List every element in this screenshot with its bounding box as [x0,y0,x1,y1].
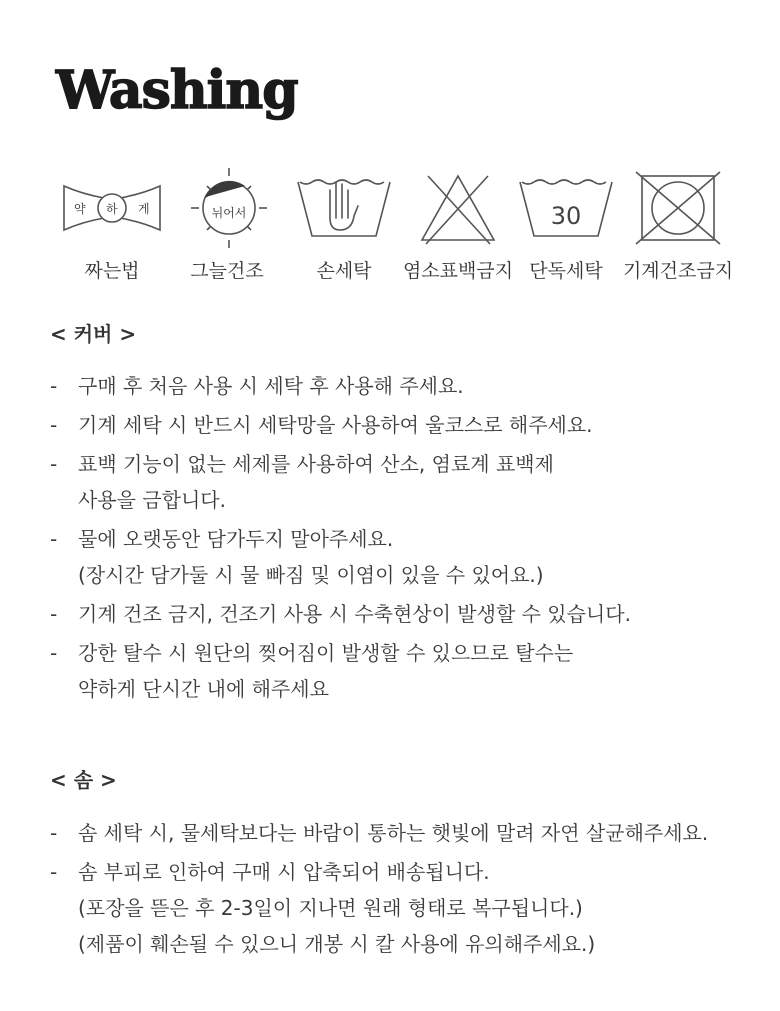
care-label: 단독세탁 [529,260,603,282]
list-item-text: 기계 건조 금지, 건조기 사용 시 수축현상이 발생할 수 있습니다. [78,602,631,626]
section-title-filling: < 솜 > [50,768,117,792]
care-symbol-no-tumble-dry [618,168,738,288]
list-item-text: 약하게 단시간 내에 해주세요 [78,677,329,701]
list-item-text: 솜 세탁 시, 물세탁보다는 바람이 통하는 햇빛에 말려 자연 살균해주세요. [78,821,709,845]
list-item-text: 표백 기능이 없는 세제를 사용하여 산소, 염료계 표백제 [78,452,554,476]
filling-instructions-list [50,815,750,965]
list-item-text: (포장을 뜯은 후 2-3일이 지나면 원래 형태로 복구됩니다.) [78,896,583,920]
list-item: - 구매 후 처음 사용 시 세탁 후 사용해 주세요. [50,368,750,404]
cover-instructions-list [50,368,750,710]
list-item-text: 기계 세탁 시 반드시 세탁망을 사용하여 울코스로 해주세요. [78,413,593,437]
list-item-text: 물에 오랫동안 담가두지 말아주세요. [78,527,394,551]
section-title-cover: < 커버 > [50,322,137,346]
list-item: - 기계 건조 금지, 건조기 사용 시 수축현상이 발생할 수 있습니다. [50,596,750,632]
list-item-text: 사용을 금합니다. [78,488,226,512]
list-item: - 솜 부피로 인하여 구매 시 압축되어 배송됩니다. (포장을 뜯은 후 2-3일이 지나면 원래 형태로 복구됩니다.) (제품이 훼손될 수 있으니 개봉 시 칼 사용에 유의해주세요.) [50,854,750,962]
list-item: - 기계 세탁 시 반드시 세탁망을 사용하여 울코스로 해주세요. [50,407,750,443]
care-label: 염소표백금지 [402,260,514,282]
page-title: Washing [56,60,298,121]
shade-dry-text: 뉘어서 [211,206,247,220]
list-item: - 표백 기능이 없는 세제를 사용하여 산소, 염료계 표백제 사용을 금합니다. [50,446,750,518]
list-item: - 강한 탈수 시 원단의 찢어짐이 발생할 수 있으므로 탈수는 약하게 단시간 내에 해주세요 [50,635,750,707]
list-item: - 물에 오랫동안 담가두지 말아주세요. (장시간 담가둘 시 물 빠짐 및 이염이 있을 수 있어요.) [50,521,750,593]
hand-wash-icon [284,168,404,248]
care-label: 기계건조금지 [622,260,734,282]
list-item-text: 구매 후 처음 사용 시 세탁 후 사용해 주세요. [78,374,464,398]
dry-in-shade-icon [167,168,287,248]
wring-char-2: 하 [106,202,118,216]
care-symbols-row [52,168,732,288]
no-tumble-dry-icon [618,168,738,248]
wring-gently-icon [52,168,172,248]
wash-30-icon [506,168,626,248]
list-item: - 솜 세탁 시, 물세탁보다는 바람이 통하는 햇빛에 말려 자연 살균해주세요. [50,815,750,851]
wring-char-1: 약 [74,202,86,216]
no-bleach-icon [398,168,518,248]
list-item-text: (제품이 훼손될 수 있으니 개봉 시 칼 사용에 유의해주세요.) [78,932,596,956]
care-label: 짜는법 [84,260,140,282]
care-label: 손세탁 [316,260,372,282]
wash-temp-text: 30 [550,202,582,230]
care-label: 그늘건조 [190,260,264,282]
list-item-text: 강한 탈수 시 원단의 찢어짐이 발생할 수 있으므로 탈수는 [78,641,574,665]
list-item-text: (장시간 담가둘 시 물 빠짐 및 이염이 있을 수 있어요.) [78,563,544,587]
list-item-text: 솜 부피로 인하여 구매 시 압축되어 배송됩니다. [78,860,490,884]
wring-char-3: 게 [138,202,150,216]
